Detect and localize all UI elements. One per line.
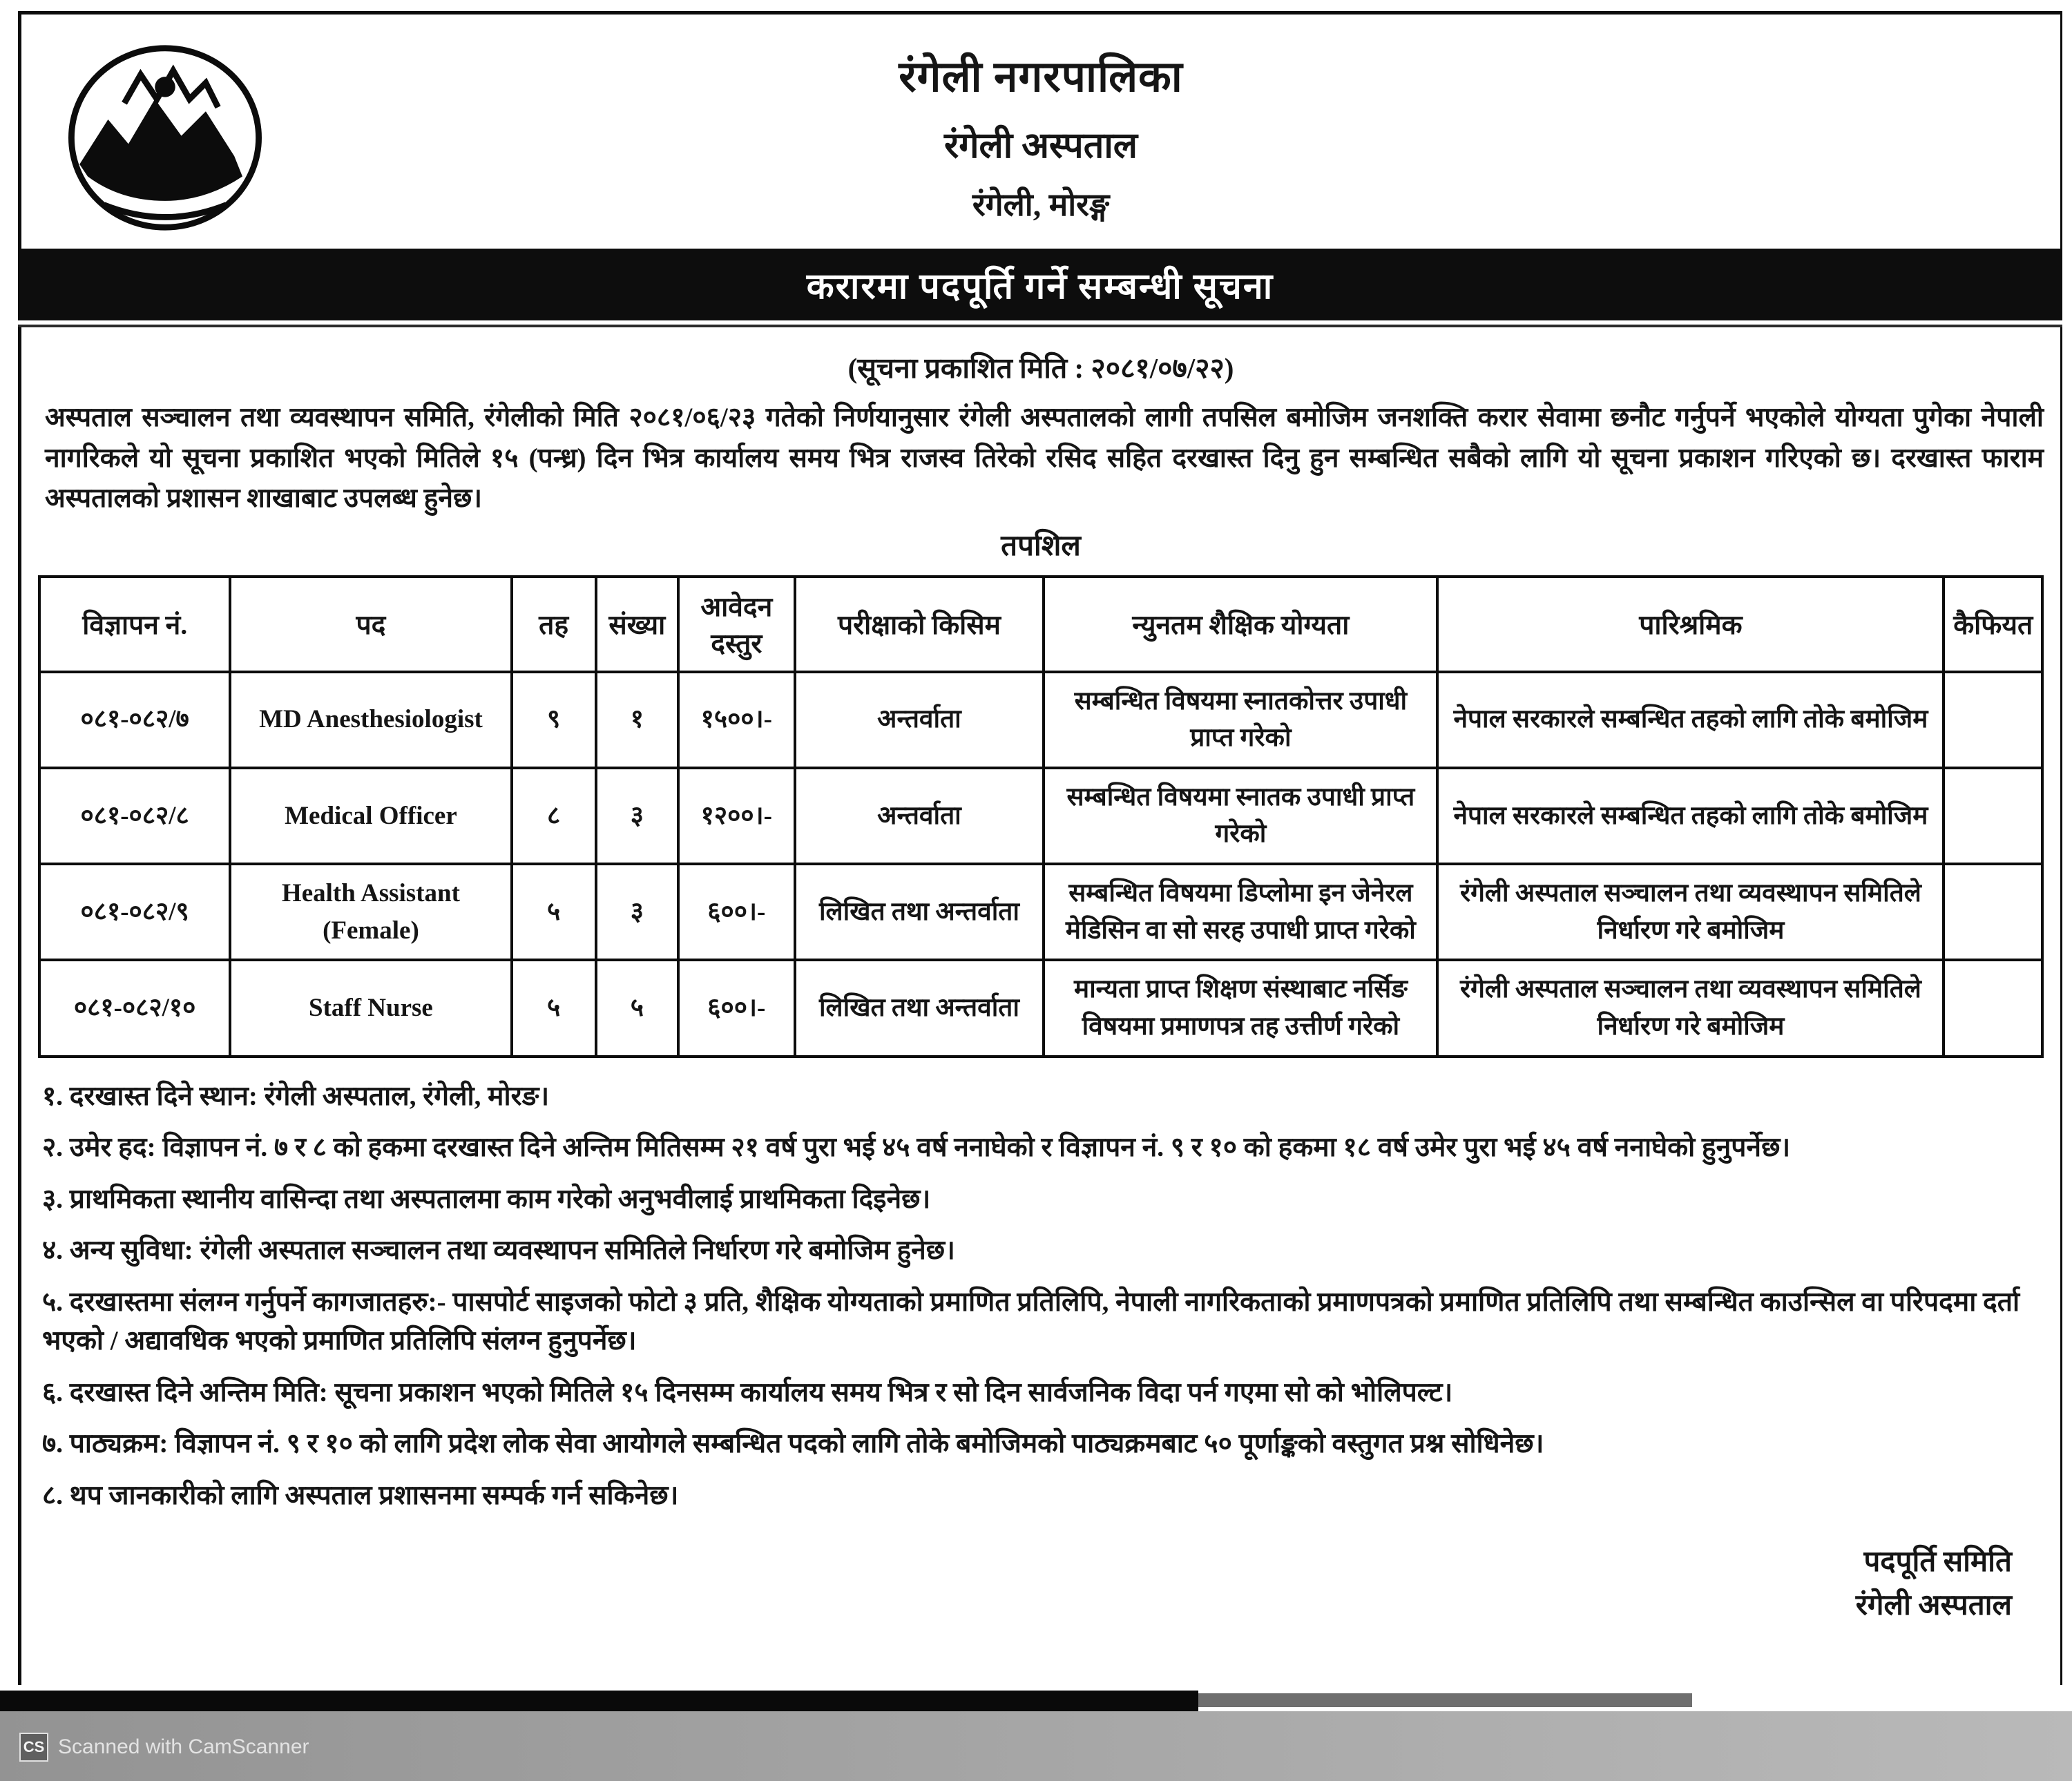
header-cell-level: तह <box>512 577 596 672</box>
note-number: ४. <box>42 1235 64 1266</box>
published-date: (सूचना प्रकाशित मिति : २०८१/०७/२२) <box>847 352 1234 384</box>
scan-edge-bar <box>0 1691 1198 1711</box>
cell-fee: ६००।- <box>678 864 795 960</box>
table-row <box>39 768 2042 864</box>
note-text: विज्ञापन नं. ९ र १० को लागि प्रदेश लोक सेवा आयोगले सम्बन्धित पदको लागि तोके बमोजिमको पाठ्यक्रमबाट ५० पूर्णाङ्कको वस्तुगत प्रश्न सोधिनेछ। <box>175 1429 1544 1459</box>
note-text: विज्ञापन नं. ७ र ८ को हकमा दरखास्त दिने अन्तिम मितिसम्म २१ वर्ष पुरा भई ४५ वर्ष ननाघेको र विज्ञापन नं. ९ र १० को हकमा १८ वर्ष उमेर पुरा भई ४५ वर्ष ननाघेको हुनुपर्नेछ। <box>162 1133 1791 1163</box>
note-label: दरखास्त दिने स्थान: <box>69 1081 258 1111</box>
cell-exam-type: अन्तर्वाता <box>795 672 1044 768</box>
note-item <box>42 1077 2046 1117</box>
notice-banner-title: करारमा पदपूर्ति गर्ने सम्बन्धी सूचना <box>806 267 1274 307</box>
cell-qualification: सम्बन्धित विषयमा स्नातकोत्तर उपाधी प्राप्त गरेको <box>1044 672 1437 768</box>
note-text: पासपोर्ट साइजको फोटो ३ प्रति, शैक्षिक योग्यताको प्रमाणित प्रतिलिपि, नेपाली नागरिकताको प्रमाणपत्रको प्रमाणित प्रतिलिपि तथा सम्बन्धित काउन्सिल वा परिपदमा दर्ता भएको / अद्यावधिक भएको प्रमाणित प्रतिलिपि संलग्न हुनुपर्नेछ। <box>42 1287 2020 1356</box>
cell-exam-type: लिखित तथा अन्तर्वाता <box>795 960 1044 1056</box>
note-number: ५. <box>42 1287 64 1317</box>
note-text: थप जानकारीको लागि अस्पताल प्रशासनमा सम्पर्क गर्न सकिनेछ। <box>69 1481 679 1510</box>
cell-adv-no: ०८१-०८२/८ <box>39 768 230 864</box>
note-label: दरखास्तमा संलग्न गर्नुपर्ने कागजातहरु:- <box>69 1287 446 1317</box>
table-row <box>39 960 2042 1056</box>
municipality-title: रंगेली नगरपालिका <box>899 54 1183 101</box>
cell-quantity: १ <box>596 672 678 768</box>
cell-position: Staff Nurse <box>230 960 511 1056</box>
cell-remuneration: नेपाल सरकारले सम्बन्धित तहको लागि तोके बमोजिम <box>1437 672 1944 768</box>
header-cell-exam-type: परीक्षाको किसिम <box>795 577 1044 672</box>
note-label: उमेर हद: <box>69 1133 156 1163</box>
note-item <box>42 1128 2046 1168</box>
signature-block <box>21 1541 2060 1628</box>
note-number: ६. <box>42 1377 64 1407</box>
note-number: १. <box>42 1081 64 1111</box>
cell-remarks <box>1944 768 2042 864</box>
table-row <box>39 864 2042 960</box>
note-item <box>42 1476 2046 1516</box>
cell-qualification: सम्बन्धित विषयमा डिप्लोमा इन जेनेरल मेडिसिन वा सो सरह उपाधी प्राप्त गरेको <box>1044 864 1437 960</box>
cell-remarks <box>1944 672 2042 768</box>
cell-exam-type: अन्तर्वाता <box>795 768 1044 864</box>
note-label: अन्य सुविधा: <box>69 1235 193 1266</box>
header-cell-quantity: संख्या <box>596 577 678 672</box>
scan-edge-bar-faded <box>1198 1693 1692 1707</box>
document-frame <box>18 11 2062 1685</box>
cell-level: ८ <box>512 768 596 864</box>
table-row <box>39 672 2042 768</box>
header-cell-remarks: कैफियत <box>1944 577 2042 672</box>
cell-remarks <box>1944 960 2042 1056</box>
notice-banner <box>18 249 2062 320</box>
note-text: रंगेली अस्पताल, रंगेली, मोरङ। <box>264 1081 550 1111</box>
cell-remuneration: रंगेली अस्पताल सञ्चालन तथा व्यवस्थापन समितिले निर्धारण गरे बमोजिम <box>1437 864 1944 960</box>
note-number: ८. <box>42 1481 64 1510</box>
note-number: ३. <box>42 1184 64 1214</box>
camscanner-watermark <box>19 1733 309 1762</box>
note-item <box>42 1283 2046 1361</box>
cell-qualification: सम्बन्धित विषयमा स्नातक उपाधी प्राप्त गरेको <box>1044 768 1437 864</box>
address-line: रंगेली, मोरङ्ग <box>972 187 1110 222</box>
camscanner-logo-icon: CS <box>19 1733 48 1762</box>
vacancy-table-body <box>39 672 2042 1057</box>
cell-quantity: ५ <box>596 960 678 1056</box>
cell-fee: ६००।- <box>678 960 795 1056</box>
cell-remuneration: रंगेली अस्पताल सञ्चालन तथा व्यवस्थापन समितिले निर्धारण गरे बमोजिम <box>1437 960 1944 1056</box>
note-label: प्राथमिकता <box>69 1184 175 1214</box>
note-item <box>42 1180 2046 1220</box>
note-text: सूचना प्रकाशन भएको मितिले १५ दिनसम्म कार्यालय समय भित्र र सो दिन सार्वजनिक विदा पर्न गएमा सो को भोलिपल्ट। <box>334 1377 1453 1407</box>
note-text: रंगेली अस्पताल सञ्चालन तथा व्यवस्थापन समितिले निर्धारण गरे बमोजिम हुनेछ। <box>200 1235 955 1266</box>
header-cell-qualification: न्युनतम शैक्षिक योग्यता <box>1044 577 1437 672</box>
cell-fee: १२००।- <box>678 768 795 864</box>
note-item <box>42 1374 2046 1413</box>
cell-remuneration: नेपाल सरकारले सम्बन्धित तहको लागि तोके बमोजिम <box>1437 768 1944 864</box>
cell-quantity: ३ <box>596 768 678 864</box>
cell-level: ५ <box>512 864 596 960</box>
cell-position: Health Assistant (Female) <box>230 864 511 960</box>
cell-adv-no: ०८१-०८२/१० <box>39 960 230 1056</box>
cell-position: MD Anesthesiologist <box>230 672 511 768</box>
cell-remarks <box>1944 864 2042 960</box>
header-cell-remuneration: पारिश्रमिक <box>1437 577 1944 672</box>
cell-level: ९ <box>512 672 596 768</box>
camscanner-text: Scanned with CamScanner <box>58 1735 309 1758</box>
hospital-title: रंगेली अस्पताल <box>943 126 1138 166</box>
vacancy-table-head <box>39 577 2042 672</box>
cell-quantity: ३ <box>596 864 678 960</box>
camscanner-strip <box>0 1711 2072 1781</box>
note-label: दरखास्त दिने अन्तिम मिति: <box>69 1377 328 1407</box>
cell-level: ५ <box>512 960 596 1056</box>
signature-hospital: रंगेली अस्पताल <box>1855 1589 2012 1621</box>
header-cell-position: पद <box>230 577 511 672</box>
cell-fee: १५००।- <box>678 672 795 768</box>
document-header <box>21 15 2060 225</box>
note-label: पाठ्यक्रम: <box>69 1429 169 1459</box>
note-item <box>42 1425 2046 1464</box>
vacancy-table <box>38 575 2044 1058</box>
table-title: तपशिल <box>1001 530 1081 562</box>
note-item <box>42 1231 2046 1271</box>
notes-list <box>21 1058 2060 1516</box>
cell-adv-no: ०८१-०८२/७ <box>39 672 230 768</box>
note-text: स्थानीय वासिन्दा तथा अस्पतालमा काम गरेको अनुभवीलाई प्राथमिकता दिइनेछ। <box>182 1184 931 1214</box>
header-cell-fee: आवेदन दस्तुर <box>678 577 795 672</box>
header-cell-adv-no: विज्ञापन नं. <box>39 577 230 672</box>
intro-paragraph: अस्पताल सञ्चालन तथा व्यवस्थापन समिति, रंगेलीको मिति २०८१/०६/२३ गतेको निर्णयानुसार रंगेली अस्पतालको लागी तपसिल बमोजिम जनशक्ति करार सेवामा छनौट गर्नुपर्ने भएकोले योग्यता पुगेका नेपाली नागरिकले यो सूचना प्रकाशित भएको मितिले १५ (पन्ध्र) दिन भित्र कार्यालय समय भित्र राजस्व तिरेको रसिद सहित दरखास्त दिनु हुन सम्बन्धित सबैको लागि यो सूचना प्रकाशन गरिएको छ। दरखास्त फाराम अस्पतालको प्रशासन शाखाबाट उपलब्ध हुनेछ। <box>45 403 2044 513</box>
cell-adv-no: ०८१-०८२/९ <box>39 864 230 960</box>
cell-position: Medical Officer <box>230 768 511 864</box>
municipality-logo-icon <box>61 42 269 235</box>
cell-qualification: मान्यता प्राप्त शिक्षण संस्थाबाट नर्सिङ विषयमा प्रमाणपत्र तह उत्तीर्ण गरेको <box>1044 960 1437 1056</box>
header-row <box>39 577 2042 672</box>
signature-committee: पदपूर्ति समिति <box>1863 1546 2012 1578</box>
note-number: ७. <box>42 1429 64 1459</box>
cell-exam-type: लिखित तथा अन्तर्वाता <box>795 864 1044 960</box>
note-number: २. <box>42 1133 64 1163</box>
